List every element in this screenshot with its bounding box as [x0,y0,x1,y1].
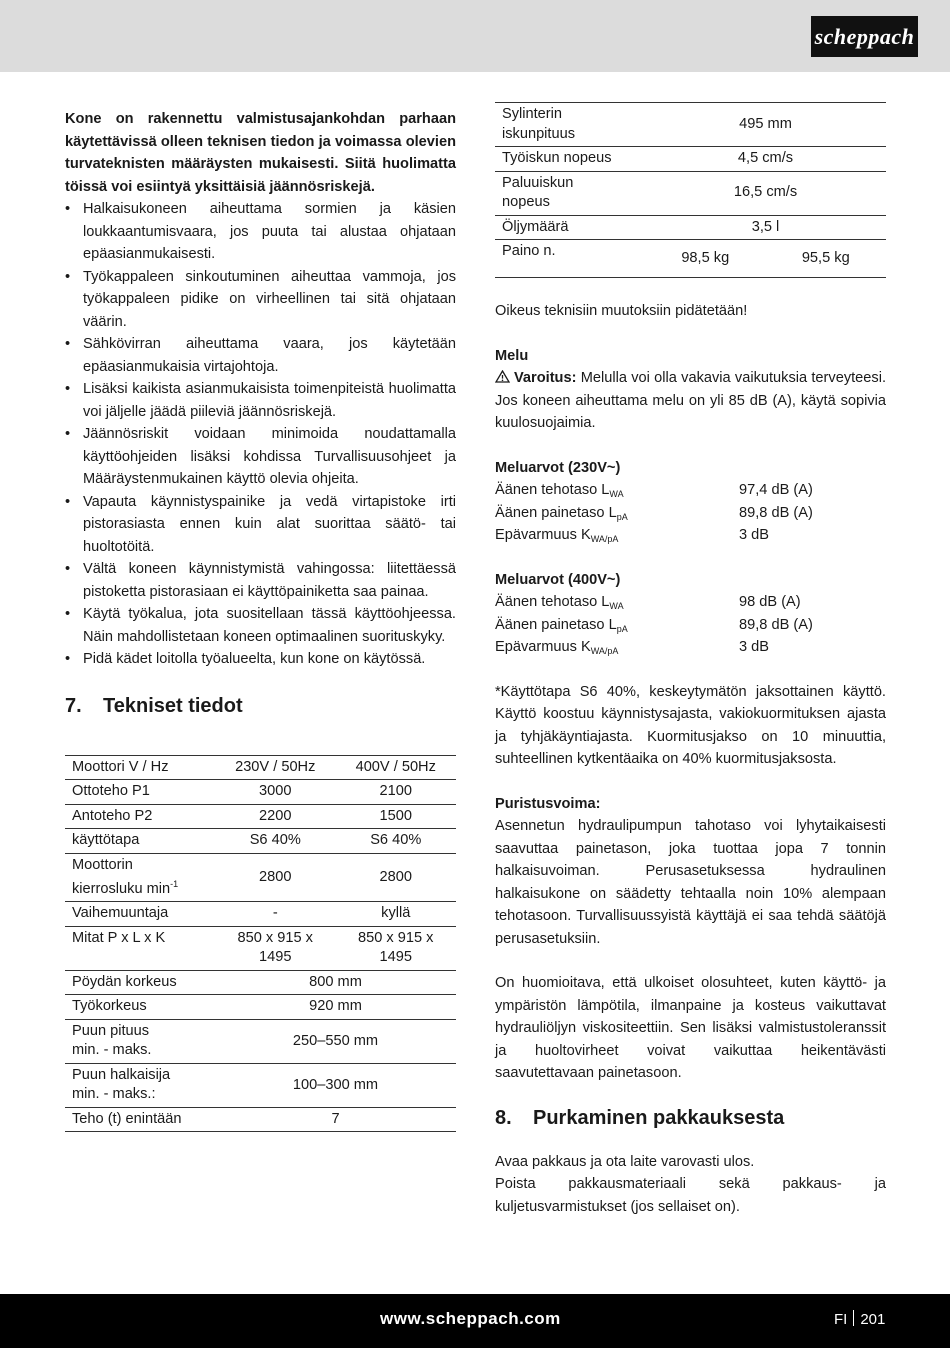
value-label: Epävarmuus $K_{WA/pA}$ [495,527,619,544]
section-number: 8. [495,1106,512,1129]
table-row [65,804,456,829]
table-cell: käyttötapa [65,829,215,854]
table-cell: 3,5 l [645,215,886,240]
value: 89,8 dB (A) [739,616,813,633]
cell-line: Sylinterin [502,106,563,122]
warning-triangle-icon [495,370,510,383]
table-row [65,1019,456,1063]
noise-heading: Melu [495,347,529,364]
noise-230v-values [495,479,886,547]
table-cell: 98,5 kg [645,240,766,278]
table-cell: 230V / 50Hz [215,755,336,780]
table-cell: S6 40% [336,829,457,854]
value: 3 dB [739,639,770,655]
table-cell: Paino n. [495,240,645,278]
list-item: • Sähkövirran aiheuttama vaara, jos käytetään epäasianmukaisia virtajohtoja. [65,333,456,378]
section-number: 7. [65,694,82,717]
cell-line: nopeus [502,194,550,210]
list-item: • Vapauta käynnistyspainike ja vedä virtapistoke irti pistorasiasta ennen kuin alat suorittaa säätö- tai huoltotöitä. [65,491,456,559]
table-row [65,926,456,970]
table-cell: 495 mm [645,103,886,147]
page-number: 201 [860,1311,886,1328]
footer-bar [0,1294,950,1348]
pressing-force-paragraph: Asennetun hydraulipumpun tahotaso voi lyhytaikaisesti saavuttaa painetason, joka tuottaa jopa 7 tonnin halkaisuvoiman. Perusasetuksessa hydraulinen halkaisukone on säädetty tehtaalla noin 10% alempaan tehotasoon. Turvallisuussyistä käyttäjä ei saa tehdä säätöjä perusasetuksiin. [495,818,886,947]
table-cell: 7 [215,1107,456,1132]
cell-line: Paluuiskun [502,174,574,191]
list-item: • Pidä kädet loitolla työalueelta, kun kone on käytössä. [65,648,456,671]
table-cell: 100–300 mm [215,1063,456,1107]
table-row [65,829,456,854]
table-cell: 2200 [215,804,336,829]
table-cell: 250–550 mm [215,1019,456,1063]
table-cell [65,1063,215,1107]
cell-line: iskunpituus [502,125,576,142]
value-label: Epävarmuus $K_{WA/pA}$ [495,639,619,656]
table-cell [65,853,215,902]
table-cell [495,103,645,147]
table-cell: Työkorkeus [65,995,215,1020]
cell-line: Puun pituus [72,1022,150,1039]
table-cell: - [215,902,336,927]
brand-logo: scheppach [811,16,918,57]
table-cell: 850 x 915 x 1495 [336,926,457,970]
table-cell: 1500 [336,804,457,829]
value: 3 dB [739,527,770,543]
table-cell: Työiskun nopeus [495,147,645,172]
intro-paragraph: Kone on rakennettu valmistusajankohdan parhaan käytettävissä olleen teknisen tiedon ja voimassa olevien turvateknisten määräysten mukaisesti. Siitä huolimatta töissä voi esiintyä yksittäisiä jäännösriskejä. [65,111,456,195]
table-cell: 4,5 cm/s [645,147,886,172]
table-cell: 800 mm [215,970,456,995]
table-cell: 2100 [336,780,457,805]
section-title: Purkaminen pakkauksesta [533,1106,785,1129]
residual-risks-list [65,198,456,671]
table-cell: 16,5 cm/s [645,171,886,215]
value-label: Äänen painetaso $L_{pA}$ [495,616,628,634]
table-cell: 850 x 915 x 1495 [215,926,336,970]
page-indicator [834,1309,885,1332]
table-cell: Teho (t) enintään [65,1107,215,1132]
section-8-heading [495,1105,886,1131]
table-row [65,902,456,927]
section-7-heading [65,693,456,719]
table-row [65,970,456,995]
warning-label: Varoitus: [514,370,577,386]
table-cell [495,171,645,215]
language-code: FI [834,1311,848,1328]
noise-400v-heading: Meluarvot (400V~) [495,571,621,588]
section-title: Tekniset tiedot [103,694,243,717]
superscript: -1 [170,879,179,889]
header-band [0,0,950,72]
noise-warning [495,367,886,435]
table-cell: Pöydän korkeus [65,970,215,995]
table-row [65,755,456,780]
cell-line: kierrosluku min [72,880,171,897]
table-cell: Öljymäärä [495,215,645,240]
table-row [495,240,886,278]
table-row [495,215,886,240]
table-cell: 2800 [215,853,336,902]
list-item: • Lisäksi kaikista asianmukaisista toimenpiteistä huolimatta voi jäljelle jäädä piileviä jäännösriskejä. [65,378,456,423]
table-cell: Mitat P x L x K [65,926,215,970]
warning-text: Melulla voi olla vakavia vaikutuksia terveyteesi. Jos koneen aiheuttama melu on yli 85 dB (A), käytä sopivia kuulosuojaimia. [495,370,886,431]
unpack-line: Avaa pakkaus ja ota laite varovasti ulos. [495,1153,755,1170]
table-cell: Vaihemuuntaja [65,902,215,927]
table-cell: 920 mm [215,995,456,1020]
list-item: • Halkaisukoneen aiheuttama sormien ja käsien loukkaantumisvaara, jos puuta tai alustaa ohjataan epäasianmukaisesti. [65,198,456,266]
list-item: • Käytä työkalua, jota suositellaan tässä käyttöohjeessa. Näin mahdollistetaan koneen optimaalinen suorituskyky. [65,603,456,648]
table-cell: Ottoteho P1 [65,780,215,805]
rights-note: Oikeus teknisiin muutoksiin pidätetään! [495,303,748,319]
table-row [65,995,456,1020]
value: 89,8 dB (A) [739,504,813,521]
table-cell: 2800 [336,853,457,902]
table-cell: kyllä [336,902,457,927]
divider [853,1310,854,1326]
table-cell: 95,5 kg [766,240,887,278]
cell-line: min. - maks. [72,1042,152,1059]
noise-230v-heading: Meluarvot (230V~) [495,459,621,476]
table-row [65,853,456,902]
table-cell: Moottori V / Hz [65,755,215,780]
left-column [65,108,456,1132]
website-link[interactable]: www.scheppach.com [380,1309,561,1328]
table-row [495,147,886,172]
table-row [495,171,886,215]
table-cell: 3000 [215,780,336,805]
unpack-line: Poista pakkausmateriaali sekä pakkaus- ja kuljetusvarmistukset (jos sellaiset on). [495,1176,886,1215]
table-row [65,1107,456,1132]
table-cell: 400V / 50Hz [336,755,457,780]
right-column [495,102,886,1218]
table-cell: Antoteho P2 [65,804,215,829]
table-row [65,1063,456,1107]
technical-data-table-continued [495,102,886,278]
cell-line: min. - maks.: [72,1086,156,1103]
noise-400v-values [495,591,886,659]
value-label: Äänen painetaso $L_{pA}$ [495,504,628,522]
duty-cycle-note: *Käyttötapa S6 40%, keskeytymätön jaksottainen käyttö. Käyttö koostuu käynnistysajasta, vakiokuormituksen ajasta ja tyhjäkäyntiajasta. Kuormitusjakso on 10 minuuttia, suhteellinen kytkentäaika on 40% kuormitusjaksosta. [495,683,886,767]
table-row [495,103,886,147]
value-label: Äänen tehotaso $L_{WA}$ [495,594,624,611]
list-item: • Vältä koneen käynnistymistä vahingossa: liitettäessä pistoketta pistorasiaan ei käyttöpainiketta saa painaa. [65,558,456,603]
cell-line: Moottorin [72,856,133,873]
pressing-force-paragraph-2: On huomioitava, että ulkoiset olosuhteet, kuten käyttö- ja ympäristön lämpötila, ilmanpaine ja kosteus vaikuttavat hydrauliöljyn viskositeettiin. Sen lisäksi valmistustoleranssit ja huoltovirheet voivat vaikuttaa heikentävästi saavutettavaan painetasoon. [495,975,886,1081]
list-item: • Työkappaleen sinkoutuminen aiheuttaa vammoja, jos työkappaleen pidike on virheellinen tai sitä ohjataan väärin. [65,266,456,334]
table-cell [65,1019,215,1063]
table-row [65,780,456,805]
value: 98 dB (A) [739,594,801,610]
value: 97,4 dB (A) [739,482,813,498]
table-cell: S6 40% [215,829,336,854]
cell-line: Puun halkaisija [72,1066,171,1083]
technical-data-table [65,755,456,1133]
pressing-force-heading: Puristusvoima: [495,795,601,812]
list-item: • Jäännösriskit voidaan minimoida noudattamalla käyttöohjeiden lisäksi kohdissa Turvallisuusohjeet ja Määräystenmukainen käyttö olevia ohjeita. [65,423,456,491]
value-label: Äänen tehotaso $L_{WA}$ [495,482,624,499]
